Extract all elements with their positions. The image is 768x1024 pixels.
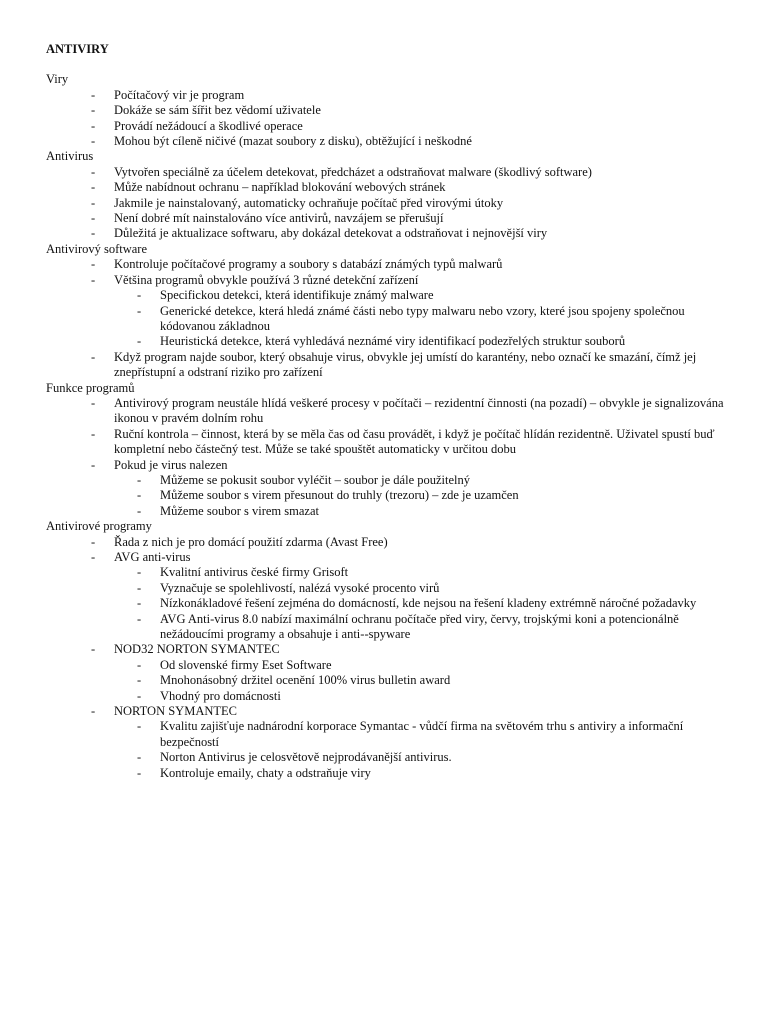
bullet-list bbox=[46, 257, 726, 380]
sub-bullet-list bbox=[114, 473, 726, 519]
list-item bbox=[46, 196, 726, 211]
sub-list-item-text: AVG Anti-virus 8.0 nabízí maximální ochranu počítače před viry, červy, trojskými koni a potencionálně nežádoucími programy a obsahuje i anti--spyware bbox=[160, 611, 679, 642]
list-item-text: Jakmile je nainstalovaný, automaticky ochraňuje počítač před virovými útoky bbox=[114, 195, 504, 210]
sub-list-item-text: Vyznačuje se spolehlivostí, nalézá vysoké procento virů bbox=[160, 580, 440, 595]
dash-bullet-icon: - bbox=[91, 550, 96, 564]
bullet-list bbox=[46, 88, 726, 150]
sub-bullet-list bbox=[114, 565, 726, 642]
section bbox=[46, 149, 726, 241]
bullet-list bbox=[46, 535, 726, 782]
dash-bullet-icon: - bbox=[137, 565, 142, 580]
dash-bullet-icon: - bbox=[91, 211, 96, 226]
list-item-text: NOD32 NORTON SYMANTEC bbox=[114, 642, 280, 657]
sub-list-item bbox=[46, 334, 726, 349]
list-item bbox=[46, 134, 726, 149]
sub-list-item bbox=[46, 612, 726, 643]
sub-list-item bbox=[46, 766, 726, 781]
dash-bullet-icon: - bbox=[91, 118, 96, 133]
dash-bullet-icon: - bbox=[91, 395, 96, 410]
list-item-text: Není dobré mít nainstalováno více antivirů, navzájem se přerušují bbox=[114, 211, 444, 226]
section bbox=[46, 72, 726, 149]
dash-bullet-icon: - bbox=[137, 657, 142, 672]
dash-bullet-icon: - bbox=[137, 719, 142, 734]
dash-bullet-icon: - bbox=[91, 457, 96, 472]
list-item-text: Kontroluje počítačové programy a soubory s databází známých typů malwarů bbox=[114, 257, 503, 272]
sub-bullet-list bbox=[114, 658, 726, 704]
sub-list-item-text: Můžeme soubor s virem smazat bbox=[160, 503, 319, 518]
document-title: ANTIVIRY bbox=[46, 42, 109, 56]
dash-bullet-icon: - bbox=[91, 257, 96, 272]
list-item-text: Antivirový program neustále hlídá veškeré procesy v počítači – rezidentní činnosti (na pozadí) – obvykle je signalizována ikonou v pravém dolním rohu bbox=[114, 395, 724, 426]
sub-bullet-list bbox=[114, 288, 726, 350]
dash-bullet-icon: - bbox=[91, 534, 96, 549]
bullet-list bbox=[46, 396, 726, 519]
sub-list-item-text: Mnohonásobný držitel ocenění 100% virus bulletin award bbox=[160, 673, 451, 688]
list-item-text: Dokáže se sám šířit bez vědomí uživatele bbox=[114, 103, 321, 118]
dash-bullet-icon: - bbox=[137, 472, 142, 487]
list-item-text: NORTON SYMANTEC bbox=[114, 704, 237, 719]
sub-list-item-text: Kvalitu zajišťuje nadnárodní korporace Symantac - vůdčí firma na světovém trhu s antiviry a informační bezpečností bbox=[160, 719, 684, 749]
section-heading: Antivirus bbox=[46, 149, 94, 164]
sub-list-item-text: Specifickou detekci, která identifikuje známý malware bbox=[160, 288, 434, 303]
sub-list-item bbox=[46, 658, 726, 673]
dash-bullet-icon: - bbox=[91, 87, 96, 102]
dash-bullet-icon: - bbox=[91, 180, 96, 195]
sub-list-item-text: Nízkonákladové řešení zejména do domácností, kde nejsou na řešení kladeny extrémně náročné požadavky bbox=[160, 596, 697, 611]
sub-list-item bbox=[46, 596, 726, 611]
list-item bbox=[46, 226, 726, 241]
sub-list-item bbox=[46, 488, 726, 503]
sub-list-item bbox=[46, 288, 726, 303]
sub-list-item bbox=[46, 689, 726, 704]
dash-bullet-icon: - bbox=[91, 226, 96, 241]
dash-bullet-icon: - bbox=[91, 195, 96, 210]
dash-bullet-icon: - bbox=[91, 164, 96, 179]
list-item-text: Důležitá je aktualizace softwaru, aby dokázal detekovat a odstraňovat i nejnovější viry bbox=[114, 226, 548, 241]
dash-bullet-icon: - bbox=[137, 303, 142, 318]
sub-list-item bbox=[46, 719, 726, 750]
list-item bbox=[46, 180, 726, 195]
dash-bullet-icon: - bbox=[137, 596, 142, 611]
list-item-text: Pokud je virus nalezen bbox=[114, 457, 228, 472]
dash-bullet-icon: - bbox=[137, 688, 142, 703]
list-item-text: Provádí nežádoucí a škodlivé operace bbox=[114, 118, 303, 133]
section bbox=[46, 381, 726, 520]
section bbox=[46, 519, 726, 781]
dash-bullet-icon: - bbox=[137, 750, 142, 765]
dash-bullet-icon: - bbox=[137, 503, 142, 518]
sub-list-item bbox=[46, 581, 726, 596]
sub-list-item bbox=[46, 565, 726, 580]
dash-bullet-icon: - bbox=[91, 134, 96, 149]
sub-list-item-text: Generické detekce, která hledá známé části nebo typy malwaru nebo vzory, které jsou spojeny společnou kódovanou základnou bbox=[160, 303, 685, 333]
sub-list-item bbox=[46, 504, 726, 519]
document-page bbox=[46, 42, 726, 781]
sub-list-item-text: Od slovenské firmy Eset Software bbox=[160, 657, 332, 672]
sub-list-item bbox=[46, 673, 726, 688]
section bbox=[46, 242, 726, 381]
list-item bbox=[46, 642, 726, 704]
dash-bullet-icon: - bbox=[137, 673, 142, 688]
list-item bbox=[46, 273, 726, 350]
dash-bullet-icon: - bbox=[137, 611, 142, 626]
list-item-text: Počítačový vir je program bbox=[114, 87, 245, 102]
sub-list-item-text: Norton Antivirus je celosvětově nejprodávanější antivirus. bbox=[160, 750, 452, 765]
dash-bullet-icon: - bbox=[91, 426, 96, 441]
bullet-list bbox=[46, 165, 726, 242]
section-heading: Antivirové programy bbox=[46, 519, 152, 534]
list-item-text: Vytvořen speciálně za účelem detekovat, předcházet a odstraňovat malware (škodlivý software) bbox=[114, 164, 592, 179]
dash-bullet-icon: - bbox=[137, 334, 142, 349]
list-item-text: AVG anti-virus bbox=[114, 550, 191, 564]
list-item-text: Ruční kontrola – činnost, která by se měla čas od času provádět, i když je počítač hlídán rezidentně. Uživatel spustí buď kompletní nebo částečný test. Může se také spouštět automaticky v určitou dobu bbox=[114, 426, 715, 457]
list-item bbox=[46, 165, 726, 180]
section-heading: Antivirový software bbox=[46, 241, 148, 256]
sub-list-item bbox=[46, 304, 726, 335]
document-body bbox=[46, 72, 726, 781]
sub-list-item-text: Vhodný pro domácnosti bbox=[160, 688, 281, 703]
sub-list-item-text: Heuristická detekce, která vyhledává neznámé viry identifikací podezřelých struktur souborů bbox=[160, 334, 626, 349]
section-heading: Viry bbox=[46, 72, 69, 87]
dash-bullet-icon: - bbox=[137, 288, 142, 303]
list-item bbox=[46, 211, 726, 226]
list-item-text: Může nabídnout ochranu – například blokování webových stránek bbox=[114, 180, 446, 195]
list-item bbox=[46, 458, 726, 520]
list-item-text: Když program najde soubor, který obsahuje virus, obvykle jej umístí do karantény, nebo označí ke smazání, čímž jej znepřístupní a odstraní riziko pro zařízení bbox=[114, 349, 697, 380]
sub-list-item-text: Kvalitní antivirus české firmy Grisoft bbox=[160, 565, 349, 580]
section-heading: Funkce programů bbox=[46, 380, 135, 395]
list-item bbox=[46, 103, 726, 118]
dash-bullet-icon: - bbox=[91, 349, 96, 364]
list-item-text: Řada z nich je pro domácí použití zdarma (Avast Free) bbox=[114, 534, 388, 549]
list-item bbox=[46, 396, 726, 427]
dash-bullet-icon: - bbox=[137, 488, 142, 503]
list-item bbox=[46, 119, 726, 134]
sub-list-item-text: Kontroluje emaily, chaty a odstraňuje viry bbox=[160, 765, 371, 780]
list-item bbox=[46, 704, 726, 781]
list-item bbox=[46, 88, 726, 103]
list-item-text: Mohou být cíleně ničivé (mazat soubory z disku), obtěžující i neškodné bbox=[114, 134, 472, 149]
dash-bullet-icon: - bbox=[91, 272, 96, 287]
sub-list-item bbox=[46, 473, 726, 488]
dash-bullet-icon: - bbox=[137, 580, 142, 595]
dash-bullet-icon: - bbox=[91, 704, 96, 719]
sub-list-item-text: Můžeme se pokusit soubor vyléčit – soubor je dále použitelný bbox=[160, 472, 471, 487]
dash-bullet-icon: - bbox=[91, 642, 96, 657]
list-item bbox=[46, 535, 726, 550]
sub-list-item bbox=[46, 750, 726, 765]
list-item bbox=[46, 427, 726, 458]
dash-bullet-icon: - bbox=[91, 103, 96, 118]
sub-bullet-list bbox=[114, 719, 726, 781]
sub-list-item-text: Můžeme soubor s virem přesunout do truhly (trezoru) – zde je uzamčen bbox=[160, 488, 519, 503]
list-item bbox=[46, 257, 726, 272]
dash-bullet-icon: - bbox=[137, 765, 142, 780]
list-item bbox=[46, 350, 726, 381]
list-item-text: Většina programů obvykle používá 3 různé detekční zařízení bbox=[114, 272, 419, 287]
list-item bbox=[46, 550, 726, 642]
